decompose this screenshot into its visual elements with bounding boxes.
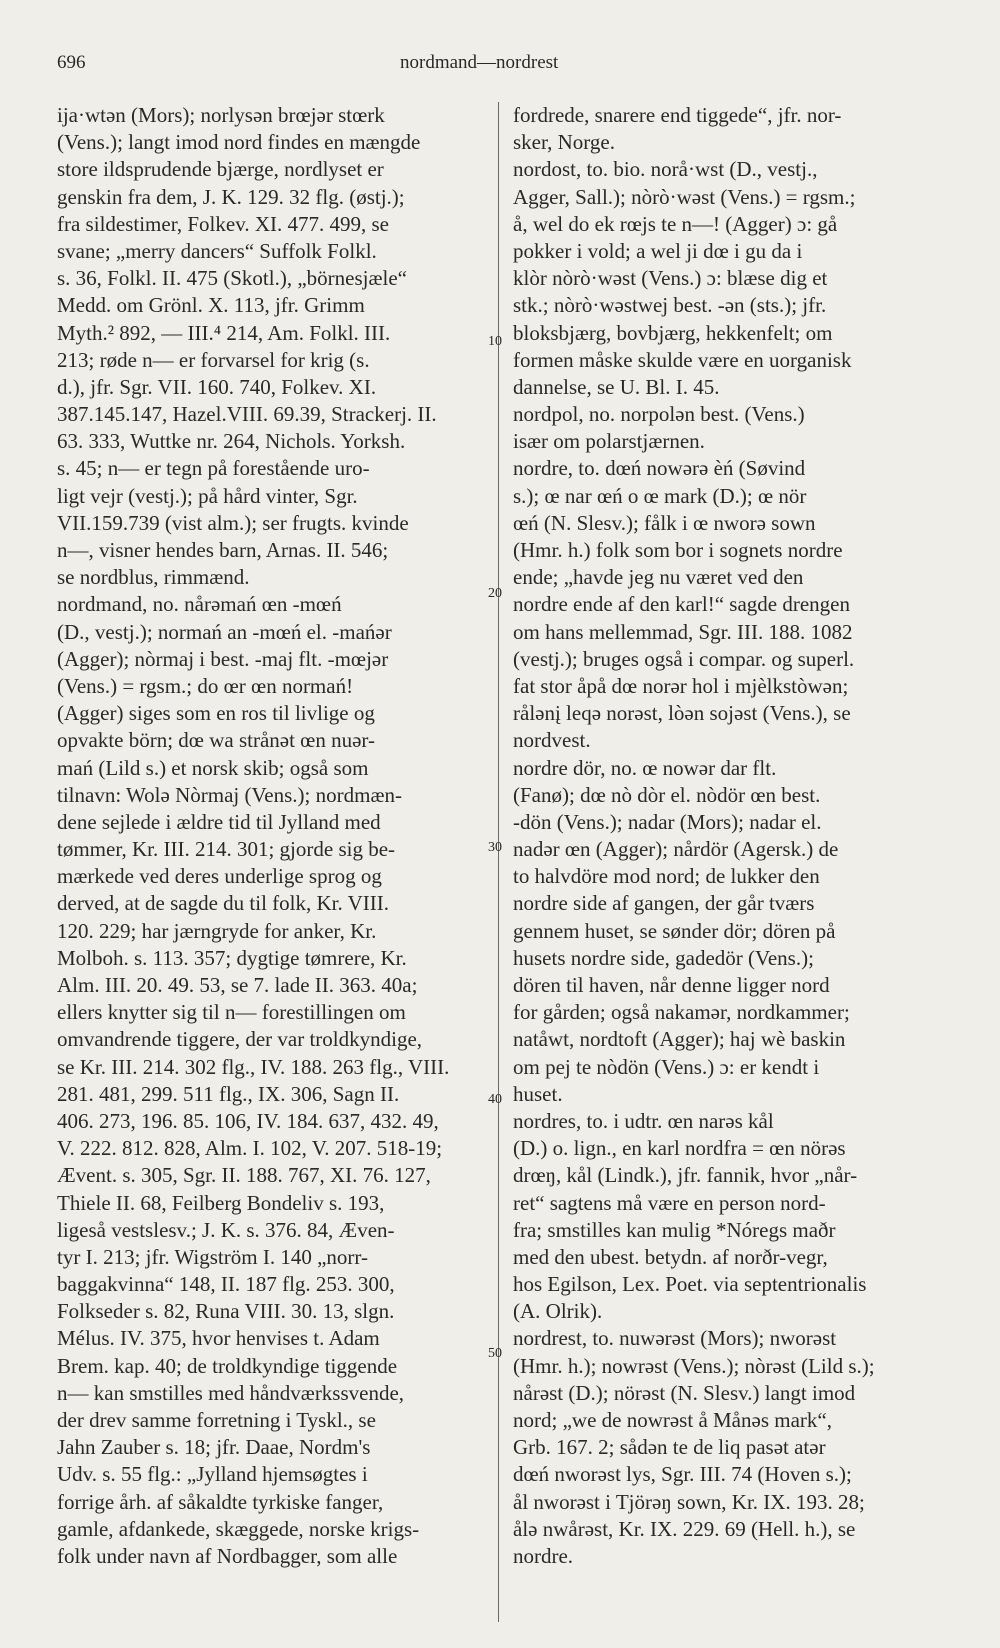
text-line: især om polarstjærnen. [513,429,705,454]
line-number-marker: 30 [488,840,502,855]
line-number-marker: 50 [488,1346,502,1361]
text-line: nordmand, no. nårəmań œn -mœń [57,592,342,617]
text-line: natåwt, nordtoft (Agger); haj wè baskin [513,1027,846,1052]
text-line: Agger, Sall.); nòrò·wəst (Vens.) = rgsm.; [513,184,856,209]
text-line: hos Egilson, Lex. Poet. via septentrionalis [513,1272,867,1297]
text-line: nordost, to. bio. norå·wst (D., vestj., [513,157,818,182]
text-line: nadər œn (Agger); nårdör (Agersk.) de [513,837,839,862]
text-line: dene sejlede i ældre tid til Jylland med [57,809,381,834]
text-line: se Kr. III. 214. 302 flg., IV. 188. 263 flg., VIII. [57,1054,450,1079]
text-line: nordrest, to. nuwərəst (Mors); nworəst [513,1326,837,1351]
text-line: Grb. 167. 2; sådən te de liq pasət atər [513,1435,826,1460]
text-line: Medd. om Grönl. X. 113, jfr. Grimm [57,293,365,318]
text-line: ija·wtən (Mors); norlysən brœjər stœrk [57,103,385,127]
text-line: fra sildestimer, Folkev. XI. 477. 499, se [57,211,389,236]
text-line: Ævent. s. 305, Sgr. II. 188. 767, XI. 76. 127, [57,1163,431,1188]
text-line: sker, Norge. [513,130,615,155]
text-line: ligt vejr (vestj.); på hård vinter, Sgr. [57,483,358,508]
text-line: nårəst (D.); nörəst (N. Slesv.) langt imod [513,1380,856,1405]
text-line: nordre, to. dœń nowərə èń (Søvind [513,456,806,481]
text-line: gamle, afdankede, skæggede, norske krigs- [57,1516,420,1541]
running-head: nordmand—nordrest [400,52,559,73]
text-line: nordre. [513,1543,574,1568]
text-line: ende; „havde jeg nu været ved den [513,565,804,590]
text-line: ligeså vestslesv.; J. K. s. 376. 84, Æven- [57,1217,395,1242]
text-line: husets nordre side, gadedör (Vens.); [513,945,814,970]
text-line: tyr I. 213; jfr. Wigström I. 140 „norr- [57,1244,368,1269]
text-line: om pej te nòdön (Vens.) ɔ: er kendt i [513,1054,820,1079]
text-line: (A. Olrik). [513,1299,603,1324]
text-line: (vestj.); bruges også i compar. og superl. [513,646,855,671]
text-line: dören til haven, når denne ligger nord [513,973,830,997]
text-line: folk under navn af Nordbagger, som alle [57,1543,398,1568]
text-line: drœŋ, kål (Lindk.), jfr. fannik, hvor „når- [513,1163,858,1188]
text-line: om hans mellemmad, Sgr. III. 188. 1082 [513,619,853,644]
text-line: Myth.² 892, — III.⁴ 214, Am. Folkl. III. [57,320,391,345]
text-line: Jahn Zauber s. 18; jfr. Daae, Nordm's [57,1435,371,1460]
text-line: forrige årh. af såkaldte tyrkiske fanger, [57,1489,384,1514]
text-line: huset. [513,1081,563,1106]
text-line: d.), jfr. Sgr. VII. 160. 740, Folkev. XI. [57,374,377,399]
text-line: der drev samme forretning i Tyskl., se [57,1408,376,1432]
text-line: med den ubest. betydn. af norðr-vegr, [513,1244,828,1269]
text-line: (Agger) siges som en ros til livlige og [57,701,375,726]
text-line: derved, at de sagde du til folk, Kr. VIII. [57,891,390,916]
text-line: (Vens.) = rgsm.; do œr œn normań! [57,673,354,698]
line-number-marker: 40 [488,1092,502,1107]
text-line: Mélus. IV. 375, hvor henvises t. Adam [57,1326,380,1351]
text-line: å, wel do ek rœjs te n—! (Agger) ɔ: gå [513,211,838,236]
text-line: V. 222. 812. 828, Alm. I. 102, V. 207. 518-19; [57,1136,443,1161]
text-line: to halvdöre mod nord; de lukker den [513,864,820,889]
text-line: svane; „merry dancers“ Suffolk Folkl. [57,238,377,263]
text-line: Brem. kap. 40; de troldkyndige tiggende [57,1353,398,1378]
text-line: (D., vestj.); normań an -mœń el. -mańər [57,619,392,644]
text-line: pokker i vold; a wel ji dœ i gu da i [513,238,803,263]
text-line: (Vens.); langt imod nord findes en mængde [57,130,421,155]
text-line: dœń nworəst lys, Sgr. III. 74 (Hoven s.); [513,1462,852,1487]
line-number-marker: 20 [488,586,502,601]
text-line: 281. 481, 299. 511 flg., IX. 306, Sagn II. [57,1081,400,1106]
page-number: 696 [57,52,86,73]
text-line: opvakte börn; dœ wa strånət œn nuər- [57,728,375,753]
text-line: mań (Lild s.) et norsk skib; også som [57,755,369,780]
text-line: tilnavn: Wolə Nòrmaj (Vens.); nordmæn- [57,782,402,807]
text-line: -dön (Vens.); nadar (Mors); nadar el. [513,809,822,834]
text-line: ål nworəst i Tjörəŋ sown, Kr. IX. 193. 28; [513,1489,865,1514]
left-column [57,102,487,1570]
text-line: (Fanø); dœ nò dòr el. nòdör œn best. [513,782,821,807]
text-line: Thiele II. 68, Feilberg Bondeliv s. 193, [57,1190,385,1215]
text-line: dannelse, se U. Bl. I. 45. [513,374,720,399]
text-line: ellers knytter sig til n— forestillingen om [57,1000,406,1025]
text-line: s. 45; n— er tegn på forestående uro- [57,456,370,481]
text-line: store ildsprudende bjærge, nordlyset er [57,157,384,182]
text-line: mærkede ved deres underlige sprog og [57,864,382,889]
text-line: (Agger); nòrmaj i best. -maj flt. -mœjər [57,646,389,671]
text-line: VII.159.739 (vist alm.); ser frugts. kvinde [57,510,409,535]
text-line: ålə nwårəst, Kr. IX. 229. 69 (Hell. h.), se [513,1516,856,1541]
text-line: ret“ sagtens må være en person nord- [513,1190,826,1215]
text-line: fra; smstilles kan mulig *Nóregs maðr [513,1217,836,1242]
text-line: nordpol, no. norpolən best. (Vens.) [513,402,805,427]
text-line: rålənį leqə norəst, lòən sojəst (Vens.), se [513,701,851,726]
text-line: bloksbjærg, bovbjærg, hekkenfelt; om [513,320,833,345]
text-line: Udv. s. 55 flg.: „Jylland hjemsøgtes i [57,1462,368,1487]
text-line: 120. 229; har jærngryde for anker, Kr. [57,918,377,943]
text-line: omvandrende tiggere, der var troldkyndige, [57,1027,423,1052]
text-line: œń (N. Slesv.); fålk i œ nworə sown [513,510,816,535]
line-number-marker: 10 [488,334,502,349]
text-line: 387.145.147, Hazel.VIII. 69.39, Strackerj. II. [57,402,437,427]
text-line: Molboh. s. 113. 357; dygtige tømrere, Kr. [57,945,407,970]
text-line: nordre side af gangen, der går tværs [513,891,815,916]
text-line: 213; røde n— er forvarsel for krig (s. [57,347,370,372]
text-line: (Hmr. h.); nowrəst (Vens.); nòrəst (Lild s.); [513,1353,875,1378]
text-line: s.); œ nar œń o œ mark (D.); œ nör [513,483,807,508]
text-line: Alm. III. 20. 49. 53, se 7. lade II. 363. 40a; [57,973,418,997]
right-column [513,102,949,1570]
text-line: genskin fra dem, J. K. 129. 32 flg. (østj.); [57,184,405,209]
text-line: formen måske skulde være en uorganisk [513,347,852,372]
text-line: klòr nòrò·wəst (Vens.) ɔ: blæse dig et [513,266,828,291]
text-line: tømmer, Kr. III. 214. 301; gjorde sig be- [57,837,396,862]
text-line: fat stor åpå dœ norər hol i mjèlkstòwən; [513,673,849,698]
column-divider [498,102,499,1622]
text-line: n—, visner hendes barn, Arnas. II. 546; [57,538,389,562]
text-line: Folkseder s. 82, Runa VIII. 30. 13, slgn. [57,1299,395,1324]
text-line: n— kan smstilles med håndværkssvende, [57,1380,405,1405]
text-line: nordre ende af den karl!“ sagde drengen [513,592,850,617]
text-line: stk.; nòrò·wəstwej best. -ən (sts.); jfr. [513,293,827,318]
text-line: fordrede, snarere end tiggede“, jfr. nor- [513,103,842,127]
text-line: gennem huset, se sønder dör; dören på [513,918,836,943]
text-line: (Hmr. h.) folk som bor i sognets nordre [513,538,843,562]
text-line: nordre dör, no. œ nowər dar flt. [513,755,777,780]
text-line: nordres, to. i udtr. œn narəs kål [513,1108,774,1133]
text-line: 406. 273, 196. 85. 106, IV. 184. 637, 432. 49, [57,1108,439,1133]
text-line: nordvest. [513,728,591,753]
text-line: for gården; også nakamər, nordkammer; [513,1000,850,1025]
text-line: se nordblus, rimmænd. [57,565,250,590]
text-line: baggakvinna“ 148, II. 187 flg. 253. 300, [57,1272,395,1297]
text-line: s. 36, Folkl. II. 475 (Skotl.), „börnesjæle“ [57,266,407,291]
text-line: (D.) o. lign., en karl nordfra = œn nörəs [513,1136,846,1161]
text-line: nord; „we de nowrəst å Månəs mark“, [513,1408,832,1432]
text-line: 63. 333, Wuttke nr. 264, Nichols. Yorksh. [57,429,406,454]
